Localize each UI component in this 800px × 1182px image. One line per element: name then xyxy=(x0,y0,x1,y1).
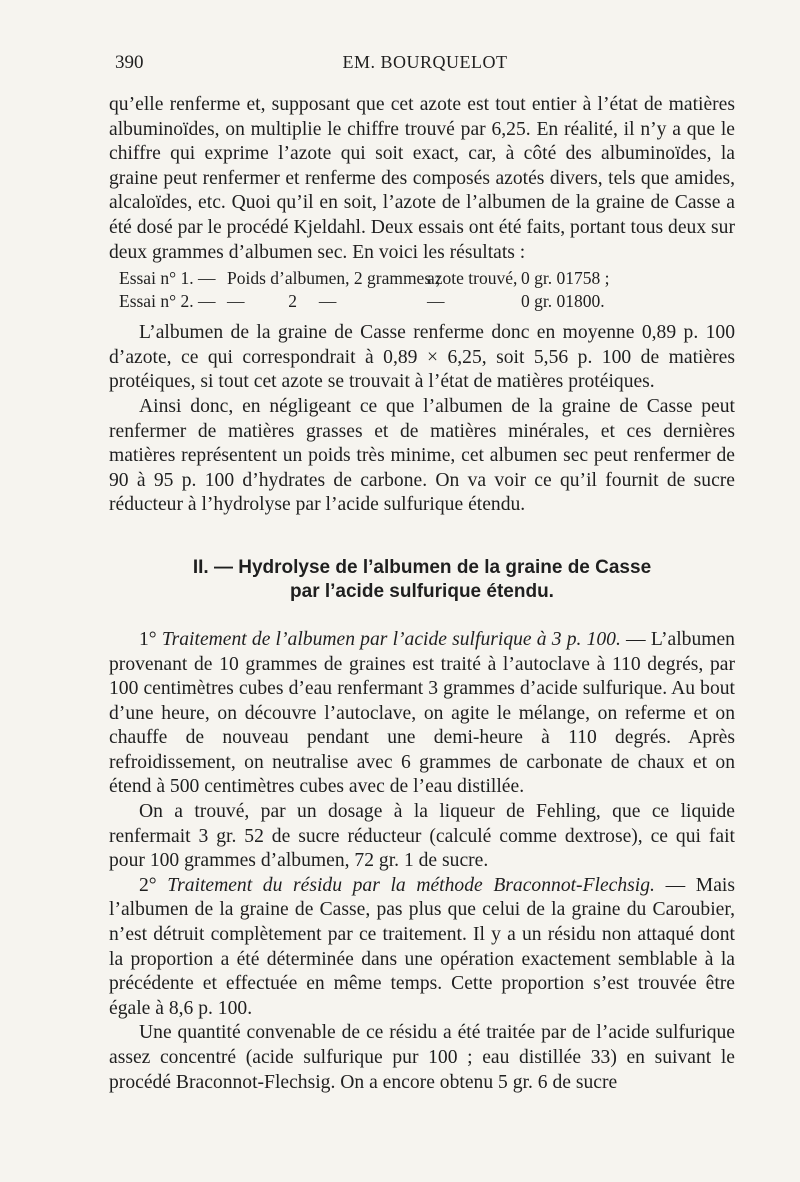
paragraph-2: L’albumen de la graine de Casse renferme donc en moyenne 0,89 p. 100 d’azote, ce qui correspondrait à 0,89 × 6,25, soit 5,56 p. 100 de matières protéiques, si tout cet azote se trouvait à l’état de matières protéiques. xyxy=(109,322,735,393)
essai-label: Essai n° 1. — xyxy=(119,268,216,289)
paragraph-1: qu’elle renferme et, supposant que cet azote est tout entier à l’état de matières albuminoïdes, on multiplie le chiffre trouvé par 6,25. En réalité, il n’y a que le chiffre qui exprime l’azote qui soit exact, car, à côté des albuminoïdes, la graine peut renfermer et renferme des composés azotés divers, tels que amides, alcaloïdes, etc. Quoi qu’il en soit, l’azote de l’albumen de la graine de Casse a été dosé par le procédé Kjeldahl. Deux essais ont été faits, portant tous deux sur deux grammes d’albumen sec. En voici les résultats : xyxy=(109,94,735,263)
running-head: EM. BOURQUELOT xyxy=(342,52,508,72)
subsection-1-number: 1° xyxy=(139,628,157,650)
subsection-1-text: — L’albumen provenant de 10 grammes de graines est traité à l’autoclave à 110 degrés, par 100 centimètres cubes d’eau renfermant 3 grammes d’acide sulfurique. Au bout d’une heure, on découvre l’autoclave, on agite le mélange, on referme et on chauffe de nouveau pendant une demi-heure à 110 degrés. Après refroidissement, on neutralise avec 6 grammes de carbonate de chaux et on étend à 500 centimètres cubes avec de l’eau distillée. xyxy=(109,628,735,798)
subsection-1 xyxy=(109,628,735,800)
essai-row-2 xyxy=(119,290,735,313)
paragraph-4: On a trouvé, par un dosage à la liqueur de Fehling, que ce liquide renfermait 3 gr. 52 de sucre réducteur (calculé comme dextrose), ce qui fait pour 100 grammes d’albumen, 72 gr. 1 de sucre. xyxy=(109,801,735,872)
page-number: 390 xyxy=(115,52,144,73)
paragraph-3: Ainsi donc, en négligeant ce que l’albumen de la graine de Casse peut renfermer de matières grasses et de matières minérales, et ces dernières matières représentent un poids très minime, cet albumen sec peut renfermer de 90 à 95 p. 100 d’hydrates de carbone. On va voir ce qu’il fournit de sucre réducteur à l’hydrolyse par l’acide sulfurique étendu. xyxy=(109,395,735,516)
essai-value: 0 gr. 01758 ; xyxy=(521,268,610,289)
essai-poids: — 2 — xyxy=(227,291,337,312)
essai-row-1 xyxy=(119,267,735,290)
essai-azote: azote trouvé, xyxy=(427,268,518,289)
page-body xyxy=(109,93,735,1095)
section-heading-line-2: par l’acide sulfurique étendu. xyxy=(290,580,554,602)
section-heading xyxy=(109,556,735,604)
essai-table xyxy=(109,267,735,313)
essai-label: Essai n° 2. — xyxy=(119,291,216,312)
subsection-2-text: — Mais l’albumen de la graine de Casse, pas plus que celui de la graine du Caroubier, n’est détruit complètement par ce traitement. Il y a un résidu non attaqué dont la proportion a été déterminée dans une opération exactement semblable à la précédente et effectuée en même temps. Cette proportion s’est trouvée être égale à 8,6 p. 100. xyxy=(109,874,735,1019)
section-heading-line-1: II. — Hydrolyse de l’albumen de la graine de Casse xyxy=(192,556,652,578)
subsection-2-title: Traitement du résidu par la méthode Braconnot-Flechsig. xyxy=(167,874,655,896)
paragraph-5: Une quantité convenable de ce résidu a été traitée par de l’acide sulfurique assez concentré (acide sulfurique pur 100 ; eau distillée 33) en suivant le procédé Braconnot-Flechsig. On a encore obtenu 5 gr. 6 de sucre xyxy=(109,1022,735,1093)
page-header xyxy=(115,52,735,82)
essai-azote: — xyxy=(427,291,445,312)
subsection-2 xyxy=(109,874,735,1022)
subsection-2-number: 2° xyxy=(139,874,157,896)
essai-poids: Poids d’albumen, 2 grammes ; xyxy=(227,268,441,289)
subsection-1-title: Traitement de l’albumen par l’acide sulfurique à 3 p. 100. xyxy=(161,628,621,650)
essai-value: 0 gr. 01800. xyxy=(521,291,605,312)
